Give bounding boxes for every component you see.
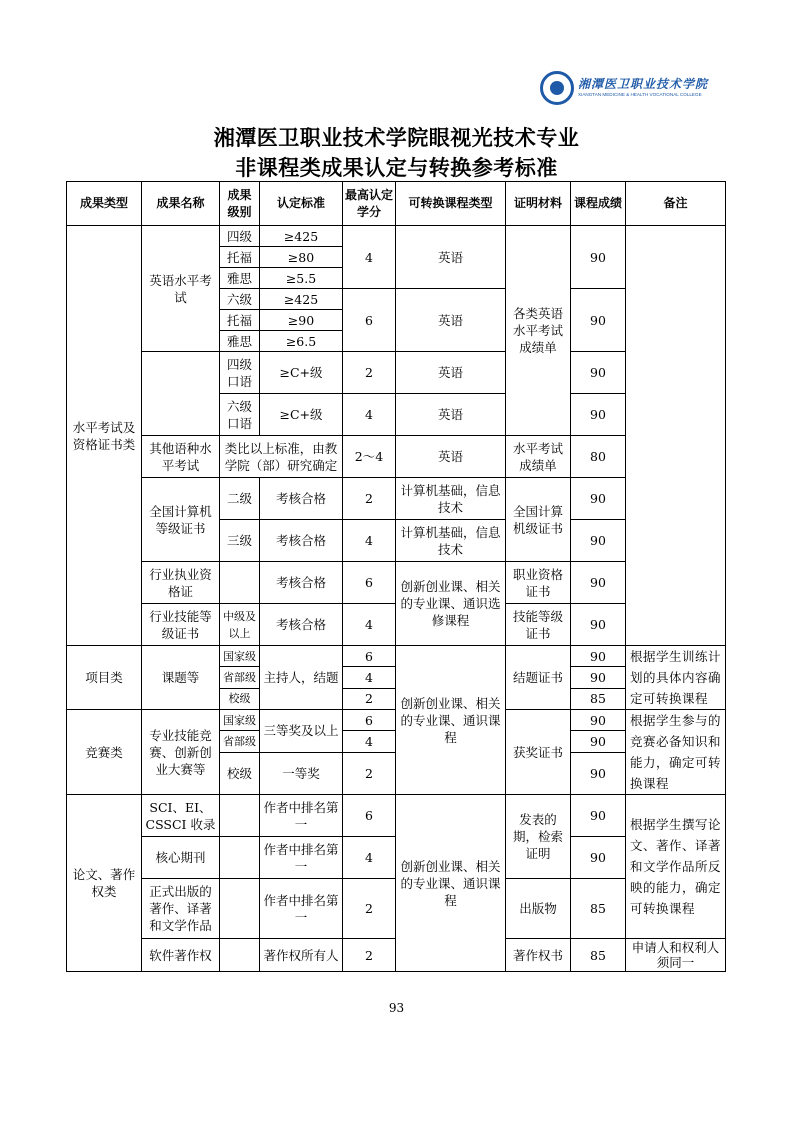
level-cell: 托福 bbox=[220, 310, 260, 331]
course-cell: 英语 bbox=[396, 226, 506, 289]
credit-cell: 4 bbox=[343, 731, 396, 752]
credit-cell: 4 bbox=[343, 394, 396, 436]
level-cell: 四级口语 bbox=[220, 352, 260, 394]
credit-cell: 6 bbox=[343, 795, 396, 837]
proof-cell: 各类英语水平考试成绩单 bbox=[506, 226, 571, 436]
level-cell bbox=[220, 939, 260, 972]
header-course: 可转换课程类型 bbox=[396, 182, 506, 226]
type-cell: 论文、著作权类 bbox=[67, 795, 142, 972]
table-row bbox=[67, 646, 726, 667]
score-cell: 85 bbox=[571, 939, 626, 972]
level-cell bbox=[220, 879, 260, 939]
credit-cell: 4 bbox=[343, 837, 396, 879]
level-cell: 雅思 bbox=[220, 331, 260, 352]
proof-cell: 结题证书 bbox=[506, 646, 571, 710]
score-cell: 80 bbox=[571, 436, 626, 478]
level-cell: 校级 bbox=[220, 688, 260, 709]
standard-cell: 作者中排名第一 bbox=[260, 879, 343, 939]
proof-cell: 发表的期，检索证明 bbox=[506, 795, 571, 879]
note-cell bbox=[626, 226, 726, 646]
course-cell: 英语 bbox=[396, 289, 506, 352]
level-cell: 省部级 bbox=[220, 731, 260, 752]
header-name: 成果名称 bbox=[142, 182, 220, 226]
standard-cell: 作者中排名第一 bbox=[260, 837, 343, 879]
score-cell: 90 bbox=[571, 289, 626, 352]
credit-cell: 6 bbox=[343, 646, 396, 667]
name-cell: 课题等 bbox=[142, 646, 220, 710]
credit-cell: 6 bbox=[343, 289, 396, 352]
level-cell: 三级 bbox=[220, 520, 260, 562]
level-cell: 国家级 bbox=[220, 646, 260, 667]
level-cell: 六级口语 bbox=[220, 394, 260, 436]
name-cell: 专业技能竞赛、创新创业大赛等 bbox=[142, 710, 220, 795]
score-cell: 90 bbox=[571, 394, 626, 436]
standard-cell: ≥80 bbox=[260, 247, 343, 268]
college-logo bbox=[540, 68, 709, 108]
standard-cell: 类比以上标准，由教学院（部）研究确定 bbox=[220, 436, 343, 478]
standard-cell: 考核合格 bbox=[260, 478, 343, 520]
level-cell: 国家级 bbox=[220, 710, 260, 731]
type-cell: 水平考试及资格证书类 bbox=[67, 226, 142, 646]
credit-cell: 2 bbox=[343, 688, 396, 709]
note-cell: 根据学生撰写论文、著作、译著和文学作品所反映的能力，确定可转换课程 bbox=[626, 795, 726, 939]
score-cell: 90 bbox=[571, 710, 626, 731]
credit-cell: 4 bbox=[343, 226, 396, 289]
page-title-line2: 非课程类成果认定与转换参考标准 bbox=[235, 156, 558, 180]
proof-cell: 获奖证书 bbox=[506, 710, 571, 795]
score-cell: 90 bbox=[571, 352, 626, 394]
header-score: 课程成绩 bbox=[571, 182, 626, 226]
level-cell: 校级 bbox=[220, 752, 260, 795]
score-cell: 90 bbox=[571, 667, 626, 688]
note-cell: 申请人和权利人须同一 bbox=[626, 939, 726, 972]
standard-cell: ≥5.5 bbox=[260, 268, 343, 289]
name-cell: 正式出版的著作、译著和文学作品 bbox=[142, 879, 220, 939]
level-cell: 托福 bbox=[220, 247, 260, 268]
logo-text bbox=[578, 78, 708, 98]
standard-cell: 考核合格 bbox=[260, 562, 343, 604]
credit-cell: 6 bbox=[343, 710, 396, 731]
standard-cell: ≥6.5 bbox=[260, 331, 343, 352]
page-title-line1: 湘潭医卫职业技术学院眼视光技术专业 bbox=[213, 126, 580, 150]
standard-cell: 三等奖及以上 bbox=[260, 710, 343, 753]
standard-cell: 主持人，结题 bbox=[260, 646, 343, 710]
level-cell: 雅思 bbox=[220, 268, 260, 289]
score-cell: 90 bbox=[571, 752, 626, 795]
course-cell: 创新创业课、相关的专业课、通识课程 bbox=[396, 795, 506, 972]
name-cell: 其他语种水平考试 bbox=[142, 436, 220, 478]
score-cell: 90 bbox=[571, 478, 626, 520]
score-cell: 90 bbox=[571, 226, 626, 289]
standard-cell: 作者中排名第一 bbox=[260, 795, 343, 837]
course-cell: 计算机基础，信息技术 bbox=[396, 478, 506, 520]
name-cell: 英语水平考试 bbox=[142, 226, 220, 352]
proof-cell: 职业资格证书 bbox=[506, 562, 571, 604]
course-cell: 英语 bbox=[396, 352, 506, 394]
level-cell bbox=[220, 837, 260, 879]
name-cell bbox=[142, 352, 220, 436]
standard-cell: 一等奖 bbox=[260, 752, 343, 795]
standard-cell: 考核合格 bbox=[260, 604, 343, 646]
standard-cell: 考核合格 bbox=[260, 520, 343, 562]
credit-cell: 4 bbox=[343, 604, 396, 646]
header-standard: 认定标准 bbox=[260, 182, 343, 226]
course-cell: 英语 bbox=[396, 436, 506, 478]
level-cell: 四级 bbox=[220, 226, 260, 247]
standard-cell: ≥90 bbox=[260, 310, 343, 331]
name-cell: 软件著作权 bbox=[142, 939, 220, 972]
proof-cell: 著作权书 bbox=[506, 939, 571, 972]
header-row bbox=[67, 182, 726, 226]
level-cell bbox=[220, 562, 260, 604]
score-cell: 90 bbox=[571, 795, 626, 837]
credit-cell: 2 bbox=[343, 939, 396, 972]
standard-cell: ≥C+级 bbox=[260, 352, 343, 394]
credit-cell: 4 bbox=[343, 520, 396, 562]
type-cell: 竞赛类 bbox=[67, 710, 142, 795]
header-credit: 最高认定学分 bbox=[343, 182, 396, 226]
note-cell: 根据学生训练计划的具体内容确定可转换课程 bbox=[626, 646, 726, 710]
score-cell: 85 bbox=[571, 879, 626, 939]
credit-cell: 4 bbox=[343, 667, 396, 688]
name-cell: SCI、EI、CSSCI 收录 bbox=[142, 795, 220, 837]
logo-english-name: XIANGTAN MEDICINE & HEALTH VOCATIONAL COLLEGE bbox=[578, 92, 702, 98]
score-cell: 90 bbox=[571, 520, 626, 562]
name-cell: 核心期刊 bbox=[142, 837, 220, 879]
proof-cell: 技能等级证书 bbox=[506, 604, 571, 646]
level-cell bbox=[220, 795, 260, 837]
credit-cell: 2 bbox=[343, 752, 396, 795]
course-cell: 计算机基础，信息技术 bbox=[396, 520, 506, 562]
score-cell: 90 bbox=[571, 562, 626, 604]
logo-chinese-name: 湘潭医卫职业技术学院 bbox=[578, 77, 709, 92]
level-cell: 省部级 bbox=[220, 667, 260, 688]
credit-cell: 6 bbox=[343, 562, 396, 604]
score-cell: 85 bbox=[571, 688, 626, 709]
type-cell: 项目类 bbox=[67, 646, 142, 710]
score-cell: 90 bbox=[571, 646, 626, 667]
page-number: 93 bbox=[388, 1001, 405, 1015]
proof-cell: 水平考试成绩单 bbox=[506, 436, 571, 478]
name-cell: 行业技能等级证书 bbox=[142, 604, 220, 646]
standard-cell: ≥C+级 bbox=[260, 394, 343, 436]
level-cell: 中级及以上 bbox=[220, 604, 260, 646]
table-row bbox=[67, 795, 726, 837]
name-cell: 全国计算机等级证书 bbox=[142, 478, 220, 562]
note-cell: 根据学生参与的竞赛必备知识和能力，确定可转换课程 bbox=[626, 710, 726, 795]
header-note: 备注 bbox=[626, 182, 726, 226]
score-cell: 90 bbox=[571, 731, 626, 752]
header-level: 成果级别 bbox=[220, 182, 260, 226]
credit-cell: 2 bbox=[343, 879, 396, 939]
score-cell: 90 bbox=[571, 837, 626, 879]
name-cell: 行业执业资格证 bbox=[142, 562, 220, 604]
course-cell: 英语 bbox=[396, 394, 506, 436]
standard-cell: ≥425 bbox=[260, 226, 343, 247]
header-proof: 证明材料 bbox=[506, 182, 571, 226]
standard-cell: 著作权所有人 bbox=[260, 939, 343, 972]
credit-cell: 2～4 bbox=[343, 436, 396, 478]
credit-conversion-table bbox=[66, 181, 726, 972]
header-type: 成果类型 bbox=[67, 182, 142, 226]
standard-cell: ≥425 bbox=[260, 289, 343, 310]
table-row bbox=[67, 226, 726, 247]
proof-cell: 全国计算机级证书 bbox=[506, 478, 571, 562]
score-cell: 90 bbox=[571, 604, 626, 646]
credit-cell: 2 bbox=[343, 352, 396, 394]
course-cell: 创新创业课、相关的专业课、通识选修课程 bbox=[396, 562, 506, 646]
course-cell: 创新创业课、相关的专业课、通识课程 bbox=[396, 646, 506, 795]
proof-cell: 出版物 bbox=[506, 879, 571, 939]
college-seal-icon bbox=[540, 71, 574, 105]
level-cell: 二级 bbox=[220, 478, 260, 520]
level-cell: 六级 bbox=[220, 289, 260, 310]
credit-cell: 2 bbox=[343, 478, 396, 520]
